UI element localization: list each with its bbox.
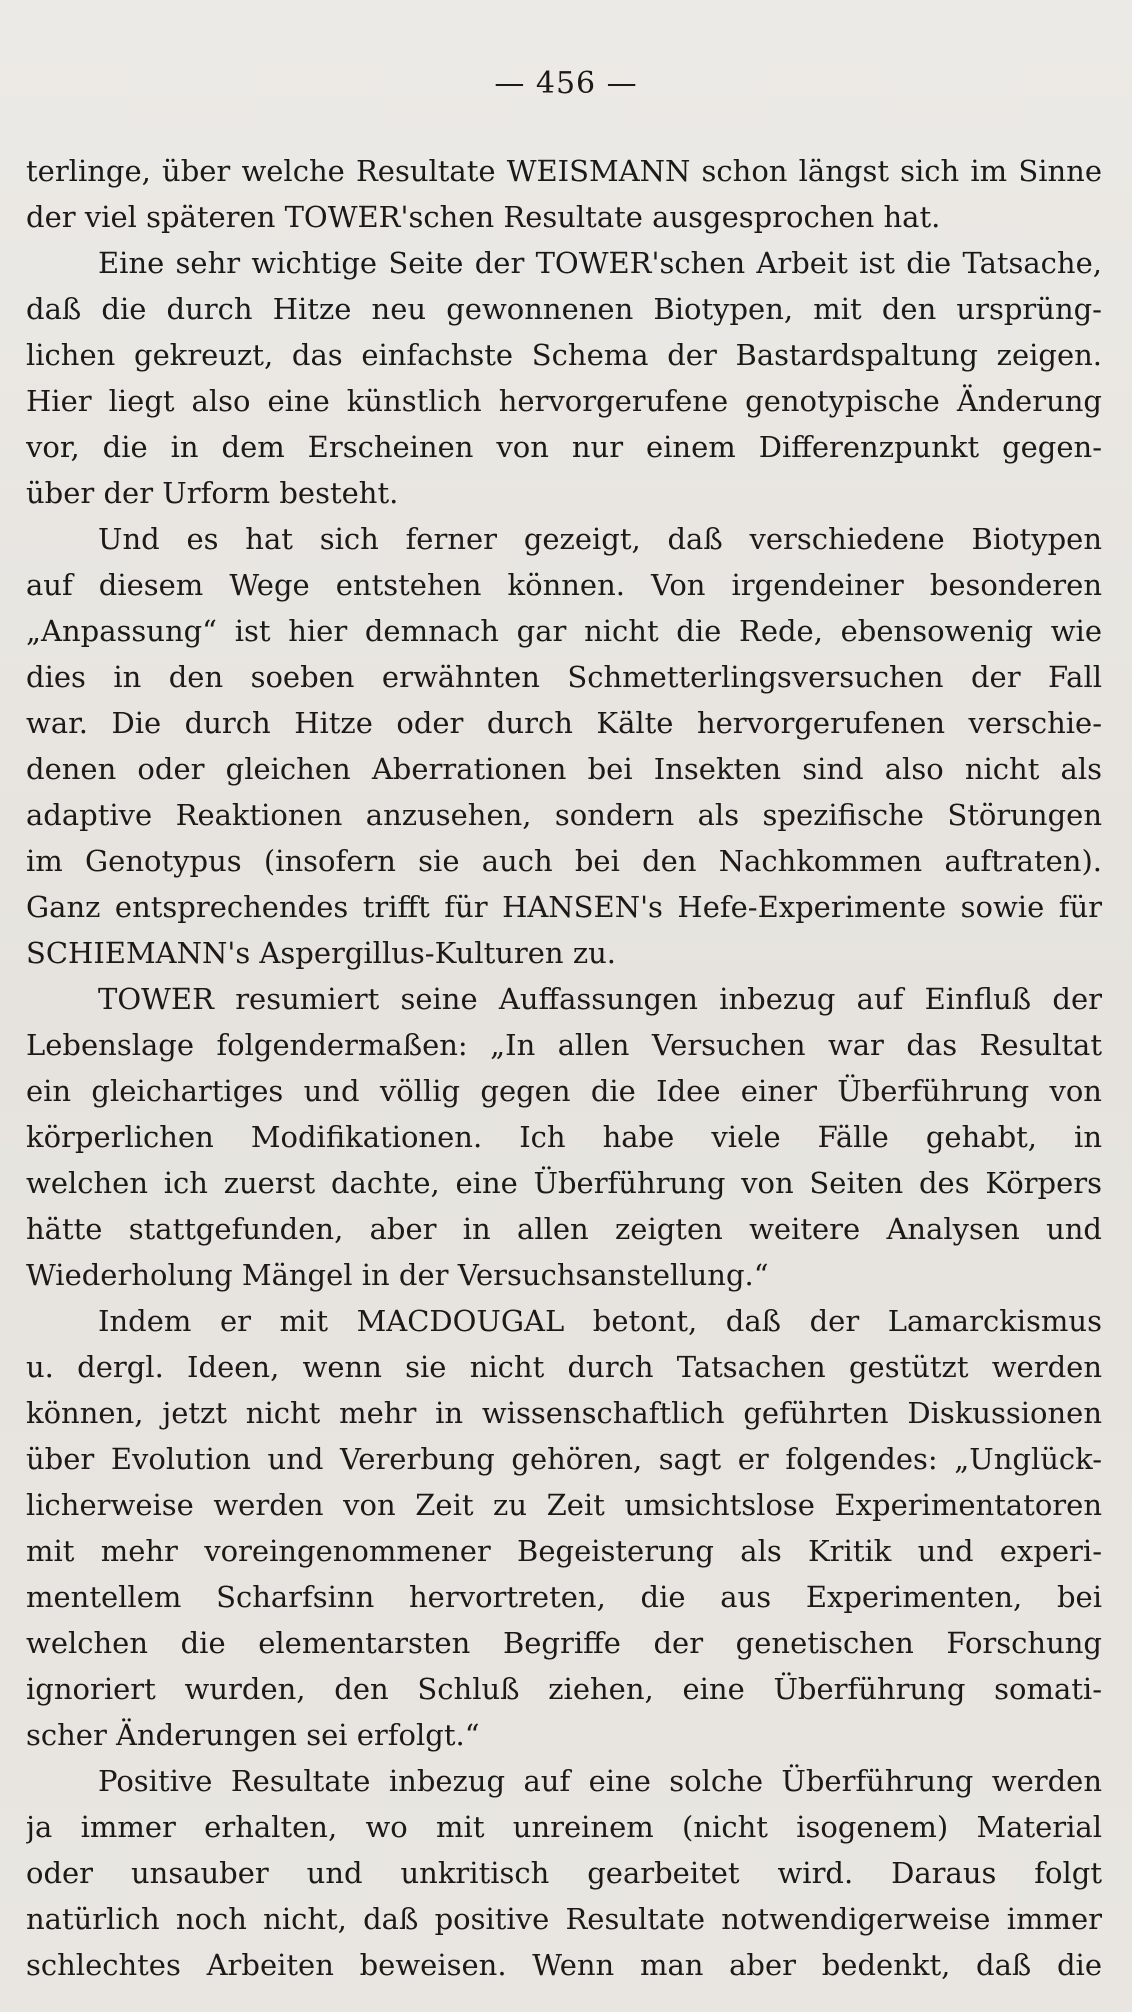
text-line: welchen die elementarsten Begriffe der genetischen Forschung xyxy=(26,1626,1102,1660)
text-line: TOWER resumiert seine Auffassungen inbezug auf Einfluß der xyxy=(98,982,1102,1016)
text-line: denen oder gleichen Aberrationen bei Insekten sind also nicht als xyxy=(26,752,1102,786)
text-line: Wiederholung Mängel in der Versuchsanstellung.“ xyxy=(26,1258,769,1292)
text-line: oder unsauber und unkritisch gearbeitet wird. Daraus folgt xyxy=(26,1856,1102,1890)
text-line: ignoriert wurden, den Schluß ziehen, eine Überführung somati- xyxy=(26,1672,1102,1706)
text-line: daß die durch Hitze neu gewonnenen Biotypen, mit den ursprüng- xyxy=(26,292,1102,326)
text-line: vor, die in dem Erscheinen von nur einem Differenzpunkt gegen- xyxy=(26,430,1102,464)
text-line: mentellem Scharfsinn hervortreten, die aus Experimenten, bei xyxy=(26,1580,1102,1614)
text-line: terlinge, über welche Resultate WEISMANN schon längst sich im Sinne xyxy=(26,154,1102,188)
text-line: Und es hat sich ferner gezeigt, daß verschiedene Biotypen xyxy=(98,522,1102,556)
page-number: — 456 — xyxy=(494,66,638,101)
text-line: Hier liegt also eine künstlich hervorgerufene genotypische Änderung xyxy=(26,384,1102,418)
text-line: dies in den soeben erwähnten Schmetterlingsversuchen der Fall xyxy=(26,660,1102,694)
text-line: hätte stattgefunden, aber in allen zeigten weitere Analysen und xyxy=(26,1212,1102,1246)
text-line: scher Änderungen sei erfolgt.“ xyxy=(26,1718,480,1752)
text-line: körperlichen Modifikationen. Ich habe viele Fälle gehabt, in xyxy=(26,1120,1102,1154)
text-line: „Anpassung“ ist hier demnach gar nicht die Rede, ebensowenig wie xyxy=(26,614,1102,648)
text-line: Ganz entsprechendes trifft für HANSEN's Hefe-Experimente sowie für xyxy=(26,890,1102,924)
text-line: licherweise werden von Zeit zu Zeit umsichtslose Experimentatoren xyxy=(26,1488,1102,1522)
text-line: im Genotypus (insofern sie auch bei den Nachkommen auftraten). xyxy=(26,844,1102,878)
text-line: über Evolution und Vererbung gehören, sagt er folgendes: „Unglück- xyxy=(26,1442,1102,1476)
text-line: SCHIEMANN's Aspergillus-Kulturen zu. xyxy=(26,936,616,970)
text-line: Lebenslage folgendermaßen: „In allen Versuchen war das Resultat xyxy=(26,1028,1102,1062)
text-line: ja immer erhalten, wo mit unreinem (nicht isogenem) Material xyxy=(26,1810,1102,1844)
text-line: war. Die durch Hitze oder durch Kälte hervorgerufenen verschie- xyxy=(26,706,1102,740)
text-line: welchen ich zuerst dachte, eine Überführung von Seiten des Körpers xyxy=(26,1166,1102,1200)
text-line: schlechtes Arbeiten beweisen. Wenn man aber bedenkt, daß die xyxy=(26,1948,1102,1982)
text-line: Eine sehr wichtige Seite der TOWER'schen Arbeit ist die Tatsache, xyxy=(98,246,1102,280)
text-line: Positive Resultate inbezug auf eine solche Überführung werden xyxy=(98,1764,1102,1798)
text-line: lichen gekreuzt, das einfachste Schema der Bastardspaltung zeigen. xyxy=(26,338,1102,372)
text-line: Indem er mit MACDOUGAL betont, daß der Lamarckismus xyxy=(98,1304,1102,1338)
body-text xyxy=(26,148,1102,1988)
text-line: der viel späteren TOWER'schen Resultate ausgesprochen hat. xyxy=(26,200,941,234)
text-line: auf diesem Wege entstehen können. Von irgendeiner besonderen xyxy=(26,568,1102,602)
text-line: mit mehr voreingenommener Begeisterung als Kritik und experi- xyxy=(26,1534,1102,1568)
text-line: über der Urform besteht. xyxy=(26,476,399,510)
text-line: adaptive Reaktionen anzusehen, sondern als spezifische Störungen xyxy=(26,798,1102,832)
text-line: natürlich noch nicht, daß positive Resultate notwendigerweise immer xyxy=(26,1902,1102,1936)
text-line: können, jetzt nicht mehr in wissenschaftlich geführten Diskussionen xyxy=(26,1396,1102,1430)
text-line: u. dergl. Ideen, wenn sie nicht durch Tatsachen gestützt werden xyxy=(26,1350,1102,1384)
text-line: ein gleichartiges und völlig gegen die Idee einer Überführung von xyxy=(26,1074,1102,1108)
